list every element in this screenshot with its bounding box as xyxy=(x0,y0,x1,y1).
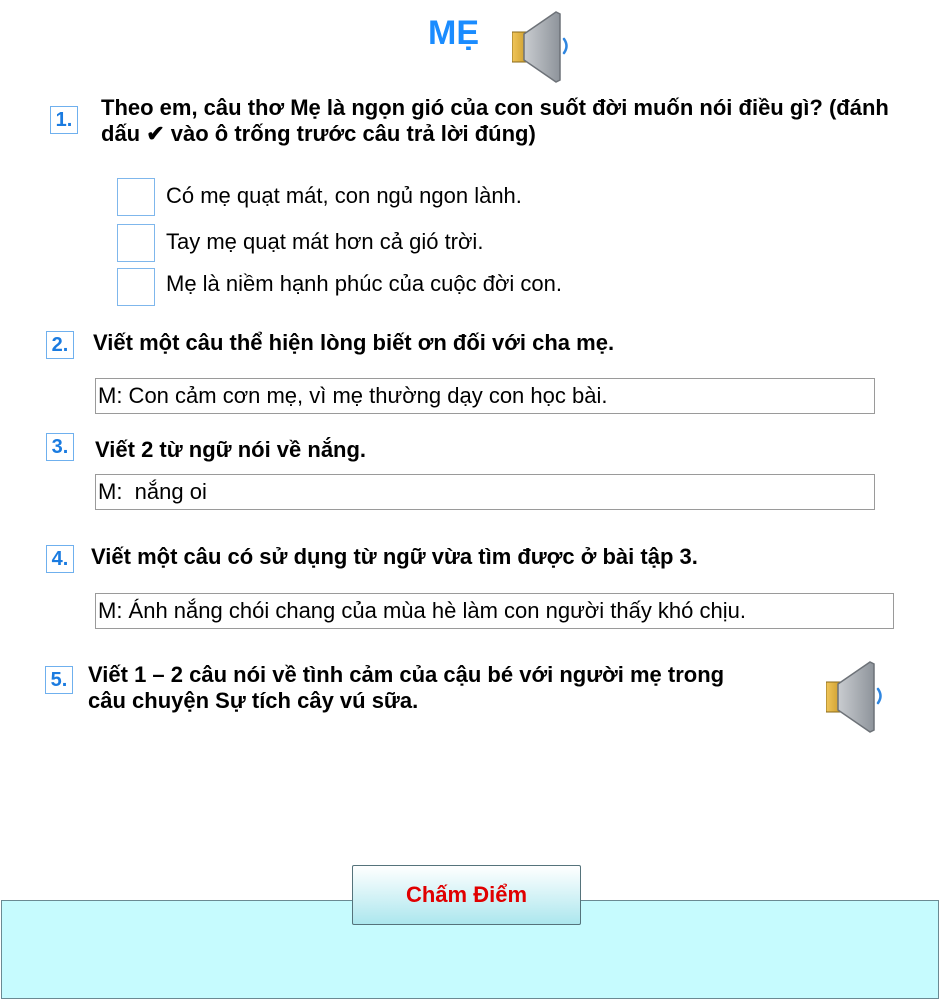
speaker-icon[interactable] xyxy=(826,658,886,734)
question-2-answer-input[interactable] xyxy=(95,378,875,414)
option-2-checkbox[interactable] xyxy=(117,224,155,262)
question-5-number: 5. xyxy=(45,666,73,694)
question-5-text: Viết 1 – 2 câu nói về tình cảm của cậu bé với người mẹ trong câu chuyện Sự tích cây vú sữa. xyxy=(88,662,725,713)
question-2-text: Viết một câu thể hiện lòng biết ơn đối với cha mẹ. xyxy=(93,330,615,355)
question-3-answer-input[interactable] xyxy=(95,474,875,510)
option-3-checkbox[interactable] xyxy=(117,268,155,306)
question-1-text: Theo em, câu thơ Mẹ là ngọn gió của con suốt đời muốn nói điều gì? (đánh dấu ✔ vào ô trống trước câu trả lời đúng) xyxy=(101,95,889,146)
question-4-number: 4. xyxy=(46,545,74,573)
option-1-label: Có mẹ quạt mát, con ngủ ngon lành. xyxy=(166,183,522,208)
question-4-answer-input[interactable] xyxy=(95,593,894,629)
speaker-icon[interactable] xyxy=(512,8,572,84)
question-4-text: Viết một câu có sử dụng từ ngữ vừa tìm được ở bài tập 3. xyxy=(91,544,698,569)
option-2-label: Tay mẹ quạt mát hơn cả gió trời. xyxy=(166,229,484,254)
question-1-number: 1. xyxy=(50,106,78,134)
page-title: MẸ xyxy=(428,14,479,52)
option-1-checkbox[interactable] xyxy=(117,178,155,216)
question-2-number: 2. xyxy=(46,331,74,359)
score-button[interactable]: Chấm Điểm xyxy=(352,865,581,925)
question-3-text: Viết 2 từ ngữ nói về nắng. xyxy=(95,437,367,462)
option-3-label: Mẹ là niềm hạnh phúc của cuộc đời con. xyxy=(166,271,562,296)
question-3-number: 3. xyxy=(46,433,74,461)
